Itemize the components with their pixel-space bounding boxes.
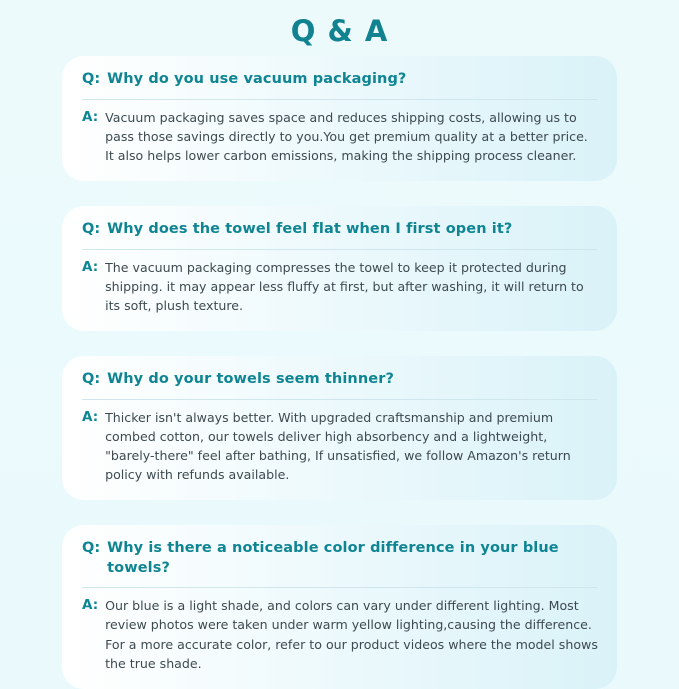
answer-prefix: A: — [82, 258, 99, 275]
question-text: Why do your towels seem thinner? — [107, 370, 394, 387]
faq-item — [62, 56, 617, 181]
question-text: Why does the towel feel flat when I first open it? — [107, 220, 513, 237]
answer-text: Thicker isn't always better. With upgraded craftsmanship and premium combed cotton, our towels deliver high absorbency and a lightweight, "barely-there" feel after bathing, If unsatisfied, we follow Amazon's return policy with refunds available. — [105, 409, 571, 482]
divider — [82, 99, 597, 100]
question-text: Why do you use vacuum packaging? — [107, 71, 407, 87]
answer-row — [80, 596, 599, 673]
divider — [82, 399, 597, 400]
question-row — [80, 539, 599, 578]
question-prefix: Q: — [82, 220, 101, 237]
question-row — [80, 70, 599, 90]
page-title: Q & A — [290, 14, 389, 48]
question-prefix: Q: — [82, 540, 101, 557]
question-prefix: Q: — [82, 370, 101, 387]
question-text: Why is there a noticeable color difference in your blue towels? — [107, 540, 559, 576]
answer-row — [80, 408, 599, 485]
answer-text: Our blue is a light shade, and colors can vary under different lighting. Most review photos were taken under warm yellow lighting,causing the difference. For a more accurate color, refer to our product videos where the model shows the true shade. — [105, 598, 598, 671]
question-prefix: Q: — [82, 71, 101, 87]
divider — [82, 587, 597, 588]
answer-prefix: A: — [82, 597, 99, 614]
divider — [82, 249, 597, 250]
question-row — [80, 370, 599, 390]
question-row — [80, 220, 599, 240]
answer-prefix: A: — [82, 108, 99, 125]
faq-item — [62, 525, 617, 689]
faq-item — [62, 206, 617, 331]
answer-text: The vacuum packaging compresses the towel to keep it protected during shipping. it may appear less fluffy at first, but after washing, it will return to its soft, plush texture. — [105, 259, 584, 313]
answer-row — [80, 258, 599, 315]
answer-text: Vacuum packaging saves space and reduces shipping costs, allowing us to pass those savings directly to you.You get premium quality at a better price. It also helps lower carbon emissions, making the shipping process cleaner. — [105, 109, 588, 163]
answer-prefix: A: — [82, 408, 99, 425]
faq-list — [0, 52, 679, 689]
answer-row — [80, 108, 599, 165]
faq-item — [62, 356, 617, 500]
